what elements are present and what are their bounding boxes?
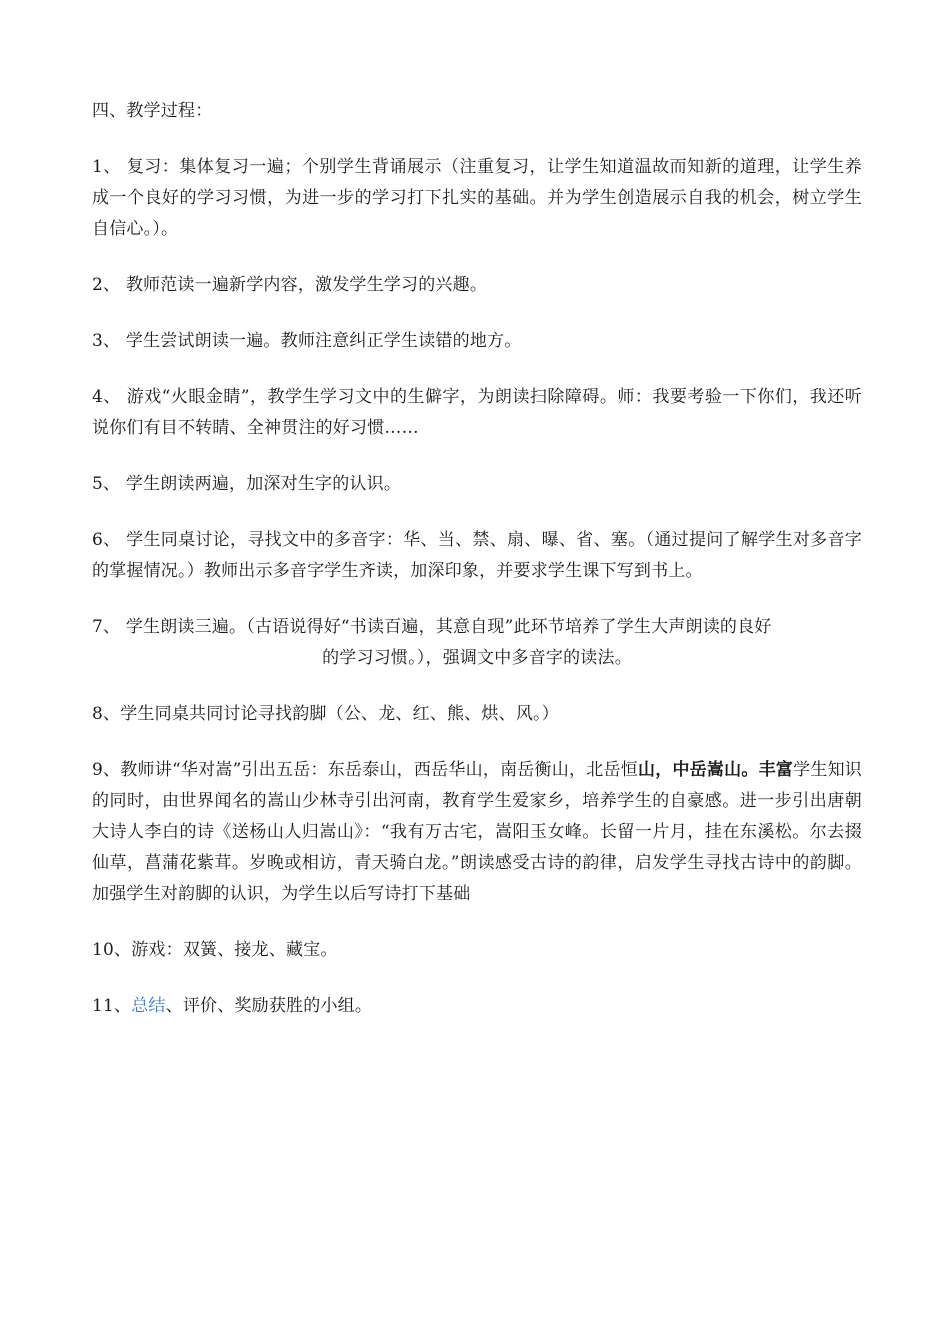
- step-7: [92, 612, 862, 674]
- document-page: [92, 96, 862, 1047]
- step-7-line-2: 的学习习惯。），强调文中多音字的读法。: [322, 648, 632, 668]
- step-3: 3、 学生尝试朗读一遍。教师注意纠正学生读错的地方。: [92, 331, 522, 351]
- summary-link[interactable]: 总结: [131, 996, 166, 1016]
- step-11-number: 11、: [92, 996, 132, 1016]
- step-6: 6、 学生同桌讨论，寻找文中的多音字：华、当、禁、扇、曝、省、塞。（通过提问了解学生对多音字的掌握情况。）教师出示多音字学生齐读，加深印象，并要求学生课下写到书上。: [92, 530, 862, 581]
- step-9: [92, 755, 862, 910]
- step-11-rest: 、评价、奖励获胜的小组。: [165, 996, 373, 1016]
- step-4: 4、 游戏“火眼金睛”，教学生学习文中的生僻字，为朗读扫除障碍。师：我要考验一下你们，我还听说你们有目不转睛、全神贯注的好习惯……: [92, 387, 862, 438]
- step-11: [92, 991, 862, 1022]
- section-heading: 四、教学过程：: [92, 101, 213, 121]
- step-10: 10、游戏：双簧、接龙、藏宝。: [92, 940, 338, 960]
- step-9-part-2: 学生知识的同时，由世界闻名的嵩山少林寺引出河南，教育学生爱家乡，培养学生的自豪感。进一步引出唐朝大诗人李白的诗《送杨山人归嵩山》：“我有万古宅，嵩阳玉女峰。长留一片月，挂在东溪松。尔去掇仙草，菖蒲花紫茸。岁晚或相访，青天骑白龙。”朗读感受古诗的韵律，启发学生寻找古诗中的韵脚。加强学生对韵脚的认识，为学生以后写诗打下基础: [92, 760, 862, 904]
- step-7-line-1: 7、 学生朗读三遍。（古语说得好“书读百遍，其意自现”此环节培养了学生大声朗读的良好: [92, 617, 772, 637]
- step-2: 2、 教师范读一遍新学内容，激发学生学习的兴趣。: [92, 275, 488, 295]
- step-5: 5、 学生朗读两遍，加深对生字的认识。: [92, 474, 402, 494]
- step-9-part-1: 9、教师讲“华对嵩”引出五岳：东岳泰山，西岳华山，南岳衡山，北岳恒: [92, 760, 638, 780]
- step-8: 8、学生同桌共同讨论寻找韵脚（公、龙、红、熊、烘、风。）: [92, 704, 559, 724]
- step-1: 1、 复习：集体复习一遍；个别学生背诵展示（注重复习，让学生知道温故而知新的道理，让学生养成一个良好的学习习惯，为进一步的学习打下扎实的基础。并为学生创造展示自我的机会，树立学生自信心。）。: [92, 157, 862, 239]
- step-9-bold: 山，中岳嵩山。丰富: [637, 760, 794, 780]
